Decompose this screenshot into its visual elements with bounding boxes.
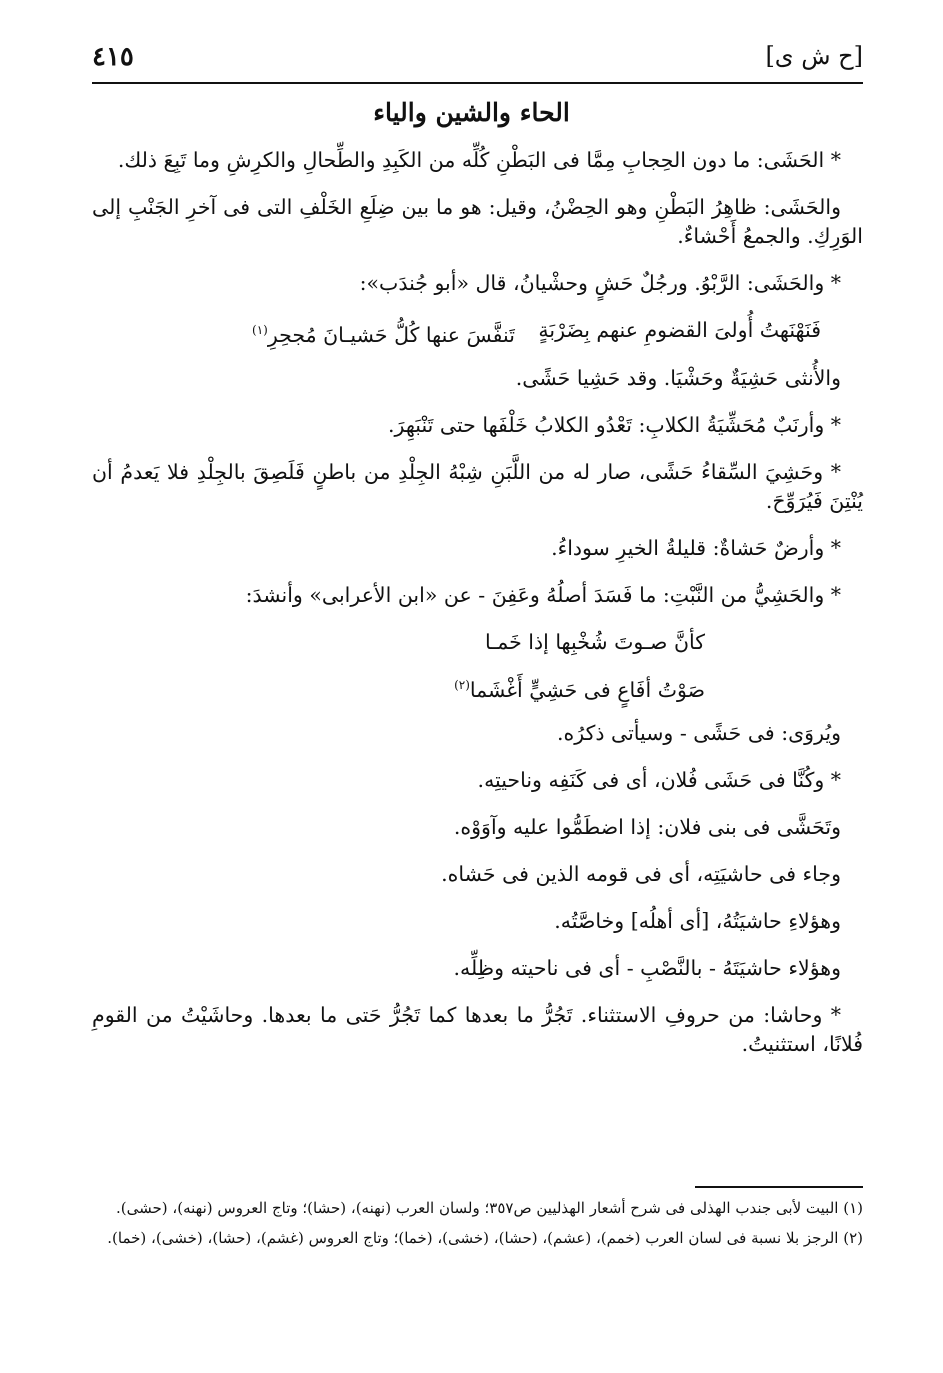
paragraph: * وأرنَبٌ مُحَشِّيَةُ الكلابِ: تَعْدُو الكلابُ خَلْفَها حتى تَنْبَهِرَ.	[388, 412, 841, 437]
paragraph: ويُروَى: فى حَشًى - وسيأتى ذكرُه.	[557, 720, 841, 745]
hemistich-first: فَنَهْنَهتُ أُولىَ القضومِ عنهم بِضَرْبَةٍ	[538, 318, 821, 342]
paragraph: وجاء فى حاشيَتِه، أى فى قومه الذين فى حَشاه.	[441, 861, 841, 886]
paragraph: * وكُنَّا فى حَشَى فُلان، أى فى كَنَفِه وناحيتِه.	[477, 767, 841, 792]
rajaz-verse	[92, 628, 863, 705]
paragraph: * وحَشِيَ السِّقاءُ حَشًى، صار له من اللَّبَنِ شِبْهُ الجِلْدِ من باطنٍ فَلَصِقَ بالجِلْدِ فلا يَعدمُ أن يُنْتِنَ فَيُرَوِّحَ.	[92, 459, 863, 513]
root-letters: [ح ش ى]	[765, 42, 863, 70]
footnote-divider	[695, 1186, 863, 1188]
footnotes	[92, 1196, 863, 1256]
paragraph: * الحَشَى: ما دون الحِجابِ مِمَّا فى البَطْنِ كُلِّه من الكَبِدِ والطِّحالِ والكرِشِ وما تَبِعَ ذلك.	[117, 148, 841, 172]
footnote: (١) البيت لأبى جندب الهذلى فى شرح أشعار الهذليين ص٣٥٧؛ ولسان العرب (نهنه)، (حشا)؛ وتاج العروس (نهنه)، (حشى).	[116, 1199, 863, 1217]
page-number: ٤١٥	[92, 42, 134, 72]
hemistich-second: تَنفَّسَ عنها كُلُّ حَشيـانَ مُجحِرِ$^{(١)}$	[252, 322, 515, 347]
paragraph: * والحَشِيُّ من النَّبْتِ: ما فَسَدَ أصلُهُ وعَفِنَ - عن «ابن الأعرابى» وأنشدَ:	[245, 582, 841, 607]
footnote-ref: (١)	[252, 323, 268, 337]
running-header	[92, 42, 863, 84]
paragraph: وهؤلاء حاشيَتَهُ - بالنَّصْبِ - أى فى ناحيته وظِلِّه.	[453, 955, 841, 980]
paragraph: * وأرضٌ حَشاةٌ: قليلةُ الخيرِ سوداءُ.	[551, 535, 841, 560]
paragraph: وهؤلاءِ حاشيَتُهُ، [أى أهلُه] وخاصَّتُه.	[554, 908, 841, 933]
rajaz-line: صَوْتُ أفَاعٍ فى حَشِيٍّ أَغْشَما$^{(٢)}$	[454, 677, 705, 702]
paragraph: والأُنثى حَشِيَةٌ وحَشْيَا. وقد حَشِيا حَشًى.	[515, 365, 841, 390]
main-text	[92, 146, 863, 1059]
paragraph: * والحَشَى: الرَّبْوُ. ورجُلٌ حَشٍ وحشْيانُ، قال «أبو جُندَب»:	[359, 271, 841, 295]
paragraph: وتَحَشَّى فى بنى فلان: إذا اضطَمُّوا عليه وآوَوْه.	[453, 814, 841, 839]
paragraph: والحَشَى: ظاهِرُ البَطْنِ وهو الحِضْنُ، وقيل: هو ما بين ضِلَعِ الخَلْفِ التى فى آخرِ الجَنْبِ إلى الوَرِكِ. والجمعُ أَحْشاءٌ.	[92, 195, 863, 248]
rajaz-line: كأنَّ صـوتَ شُخْبِها إذا خَمـا	[484, 629, 705, 654]
section-title: الحاء والشين والياء	[373, 98, 570, 127]
paragraph: * وحاشا: من حروفِ الاستثناء. تَجُرُّ ما بعدها كما تَجُرُّ حَتى ما بعدها. وحاشَيْتُ من القومِ فُلانًا، استثنيتُ.	[92, 1002, 863, 1056]
footnote: (٢) الرجز بلا نسبة فى لسان العرب (خمم)، (عشم)، (حشا)، (خشى)، (خما)؛ وتاج العروس (غشم)، (حشا)، (خشى)، (خما).	[107, 1229, 863, 1247]
footnote-ref: (٢)	[454, 677, 470, 692]
poetry-verse	[92, 316, 863, 350]
